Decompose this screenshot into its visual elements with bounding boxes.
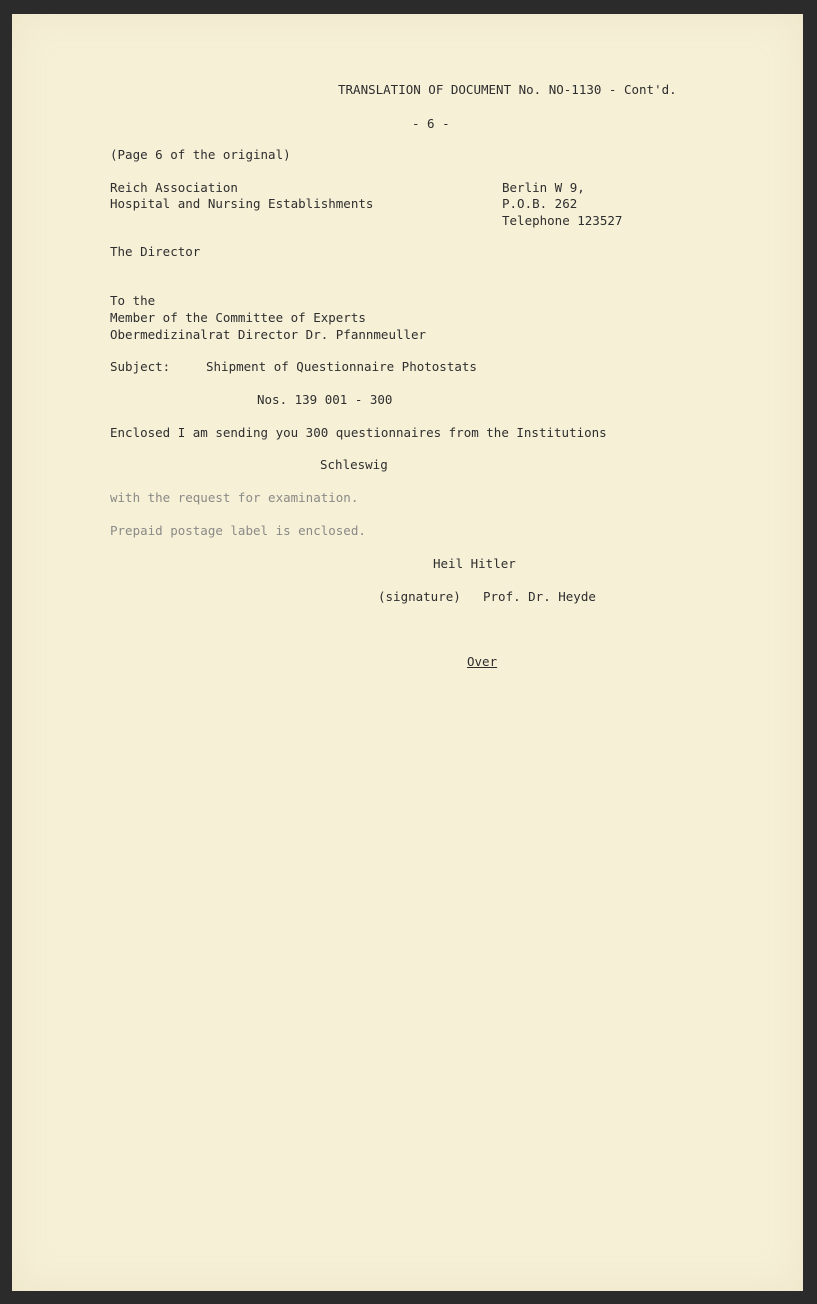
sender-po-box: P.O.B. 262 <box>502 196 578 211</box>
signature-label: (signature) <box>378 589 461 604</box>
sender-director: The Director <box>110 244 201 259</box>
recipient-line-2: Member of the Committee of Experts <box>110 310 366 325</box>
recipient-line-1: To the <box>110 293 156 308</box>
over-note: Over <box>467 654 498 669</box>
page-number: - 6 - <box>412 116 450 131</box>
subject-text: Shipment of Questionnaire Photostats <box>206 359 477 374</box>
recipient-line-3: Obermedizinalrat Director Dr. Pfannmeuller <box>110 327 427 342</box>
closing-salutation: Heil Hitler <box>433 556 516 571</box>
subject-numbers: Nos. 139 001 - 300 <box>257 392 393 407</box>
sender-line-1: Reich Association <box>110 180 238 195</box>
sender-city: Berlin W 9, <box>502 180 585 195</box>
original-page-note: (Page 6 of the original) <box>110 147 291 162</box>
body-institution: Schleswig <box>320 457 388 472</box>
subject-label: Subject: <box>110 359 171 374</box>
body-postage: Prepaid postage label is enclosed. <box>110 523 366 538</box>
body-request: with the request for examination. <box>110 490 359 505</box>
signature-name: Prof. Dr. Heyde <box>483 589 596 604</box>
sender-line-2: Hospital and Nursing Establishments <box>110 196 374 211</box>
document-title: TRANSLATION OF DOCUMENT No. NO-1130 - Cont'd. <box>338 82 677 97</box>
sender-telephone: Telephone 123527 <box>502 213 623 228</box>
body-enclosed: Enclosed I am sending you 300 questionnaires from the Institutions <box>110 425 607 440</box>
